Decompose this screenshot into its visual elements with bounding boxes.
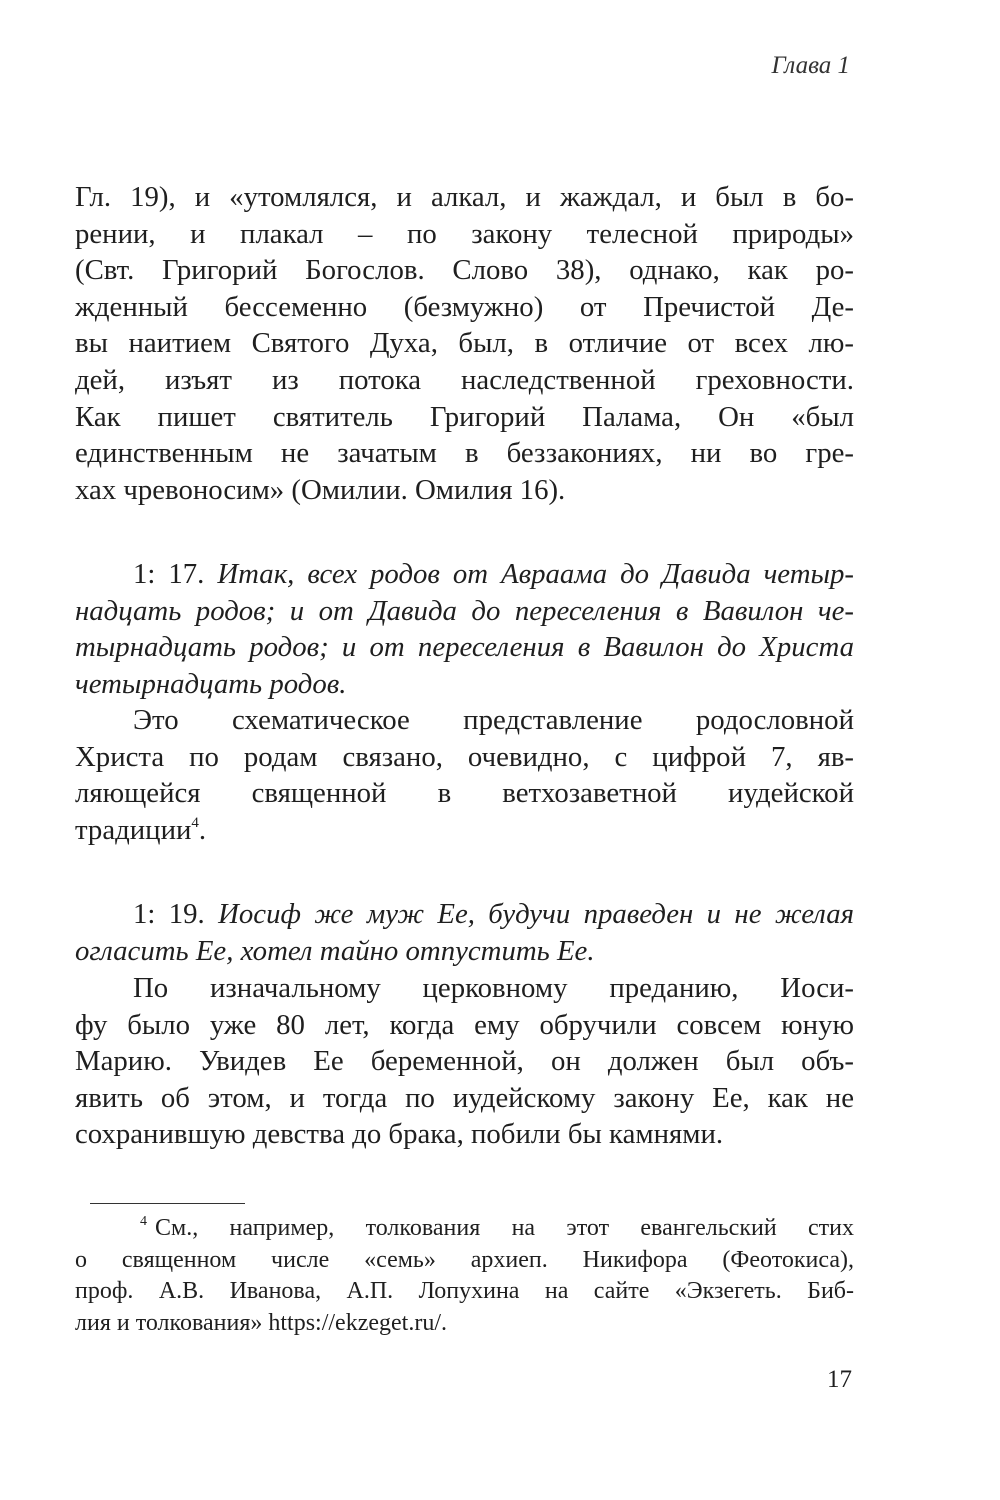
- text-line: По изначальному церковному преданию, Иоси-: [133, 972, 854, 1004]
- verse-reference: 1: 17.: [133, 558, 205, 590]
- verse-text: огласить Ее, хотел тайно отпустить Ее.: [75, 934, 595, 967]
- text-line: [75, 812, 854, 849]
- footnote-line: проф. А.В. Иванова, А.П. Лопухина на сайте «Экзегеть. Биб-: [75, 1278, 854, 1304]
- verse-line: [75, 556, 854, 593]
- body-paragraph-1: [75, 179, 854, 508]
- text-line: хах чревоносим» (Омилии. Омилия 16).: [75, 473, 566, 506]
- verse-reference: 1: 19.: [133, 898, 205, 930]
- verse-1-19: [75, 896, 854, 969]
- text-line: сохранившую девства до брака, побили бы камнями.: [75, 1118, 724, 1151]
- text-line: Христа по родам связано, очевидно, с цифрой 7, яв-: [75, 740, 854, 773]
- text-line: жденный бессеменно (безмужно) от Пречистой Де-: [75, 290, 854, 323]
- verse-text: надцать родов; и от Давида до переселения в Вавилон че-: [75, 594, 854, 627]
- running-header: Глава 1: [771, 52, 850, 79]
- commentary-1-19: [75, 970, 854, 1153]
- commentary-1-17: [75, 702, 854, 848]
- footnote-line: лия и толкования» https://ekzeget.ru/.: [75, 1309, 447, 1336]
- footnote-line: [75, 1213, 854, 1245]
- end-punctuation: .: [198, 813, 207, 846]
- text-line: Гл. 19), и «утомлялся, и алкал, и жаждал, и был в бо-: [75, 181, 854, 213]
- text-line: (Свт. Григорий Богослов. Слово 38), однако, как ро-: [75, 254, 854, 287]
- verse-1-17: [75, 556, 854, 702]
- text-line: Это схематическое представление родословной: [133, 704, 854, 736]
- verse-line: [75, 896, 854, 933]
- text-line: единственным не зачатым в беззакониях, ни во гре-: [75, 437, 854, 470]
- footnote-reference: 4: [191, 814, 199, 831]
- footnote-divider: [90, 1203, 245, 1204]
- text-line-content: традиции: [75, 813, 192, 846]
- footnote: [75, 1213, 854, 1339]
- footnote-text: См., например, толкования на этот евангельский стих: [155, 1215, 854, 1241]
- text-line: вы наитием Святого Духа, был, в отличие от всех лю-: [75, 327, 854, 360]
- verse-text: тырнадцать родов; и от переселения в Вавилон до Христа: [75, 631, 854, 664]
- text-line: Как пишет святитель Григорий Палама, Он «был: [75, 400, 854, 433]
- page-number: 17: [827, 1366, 852, 1393]
- verse-text: Иосиф же муж Ее, будучи праведен и не желая: [218, 898, 854, 930]
- verse-text: Итак, всех родов от Авраама до Давида четыр-: [217, 558, 854, 590]
- footnote-marker: 4: [140, 1214, 147, 1229]
- footnote-line: о священном числе «семь» архиеп. Никифора (Феотокиса),: [75, 1246, 854, 1273]
- text-line: фу было уже 80 лет, когда ему обручили совсем юную: [75, 1008, 854, 1041]
- verse-text: четырнадцать родов.: [75, 667, 347, 700]
- text-line: дей, изъят из потока наследственной греховности.: [75, 363, 854, 396]
- text-line: рении, и плакал – по закону телесной природы»: [75, 217, 854, 250]
- text-line: ляющейся священной в ветхозаветной иудейской: [75, 777, 854, 810]
- text-line: Марию. Увидев Ее беременной, он должен был объ-: [75, 1045, 854, 1078]
- text-line: явить об этом, и тогда по иудейскому закону Ее, как не: [75, 1081, 854, 1114]
